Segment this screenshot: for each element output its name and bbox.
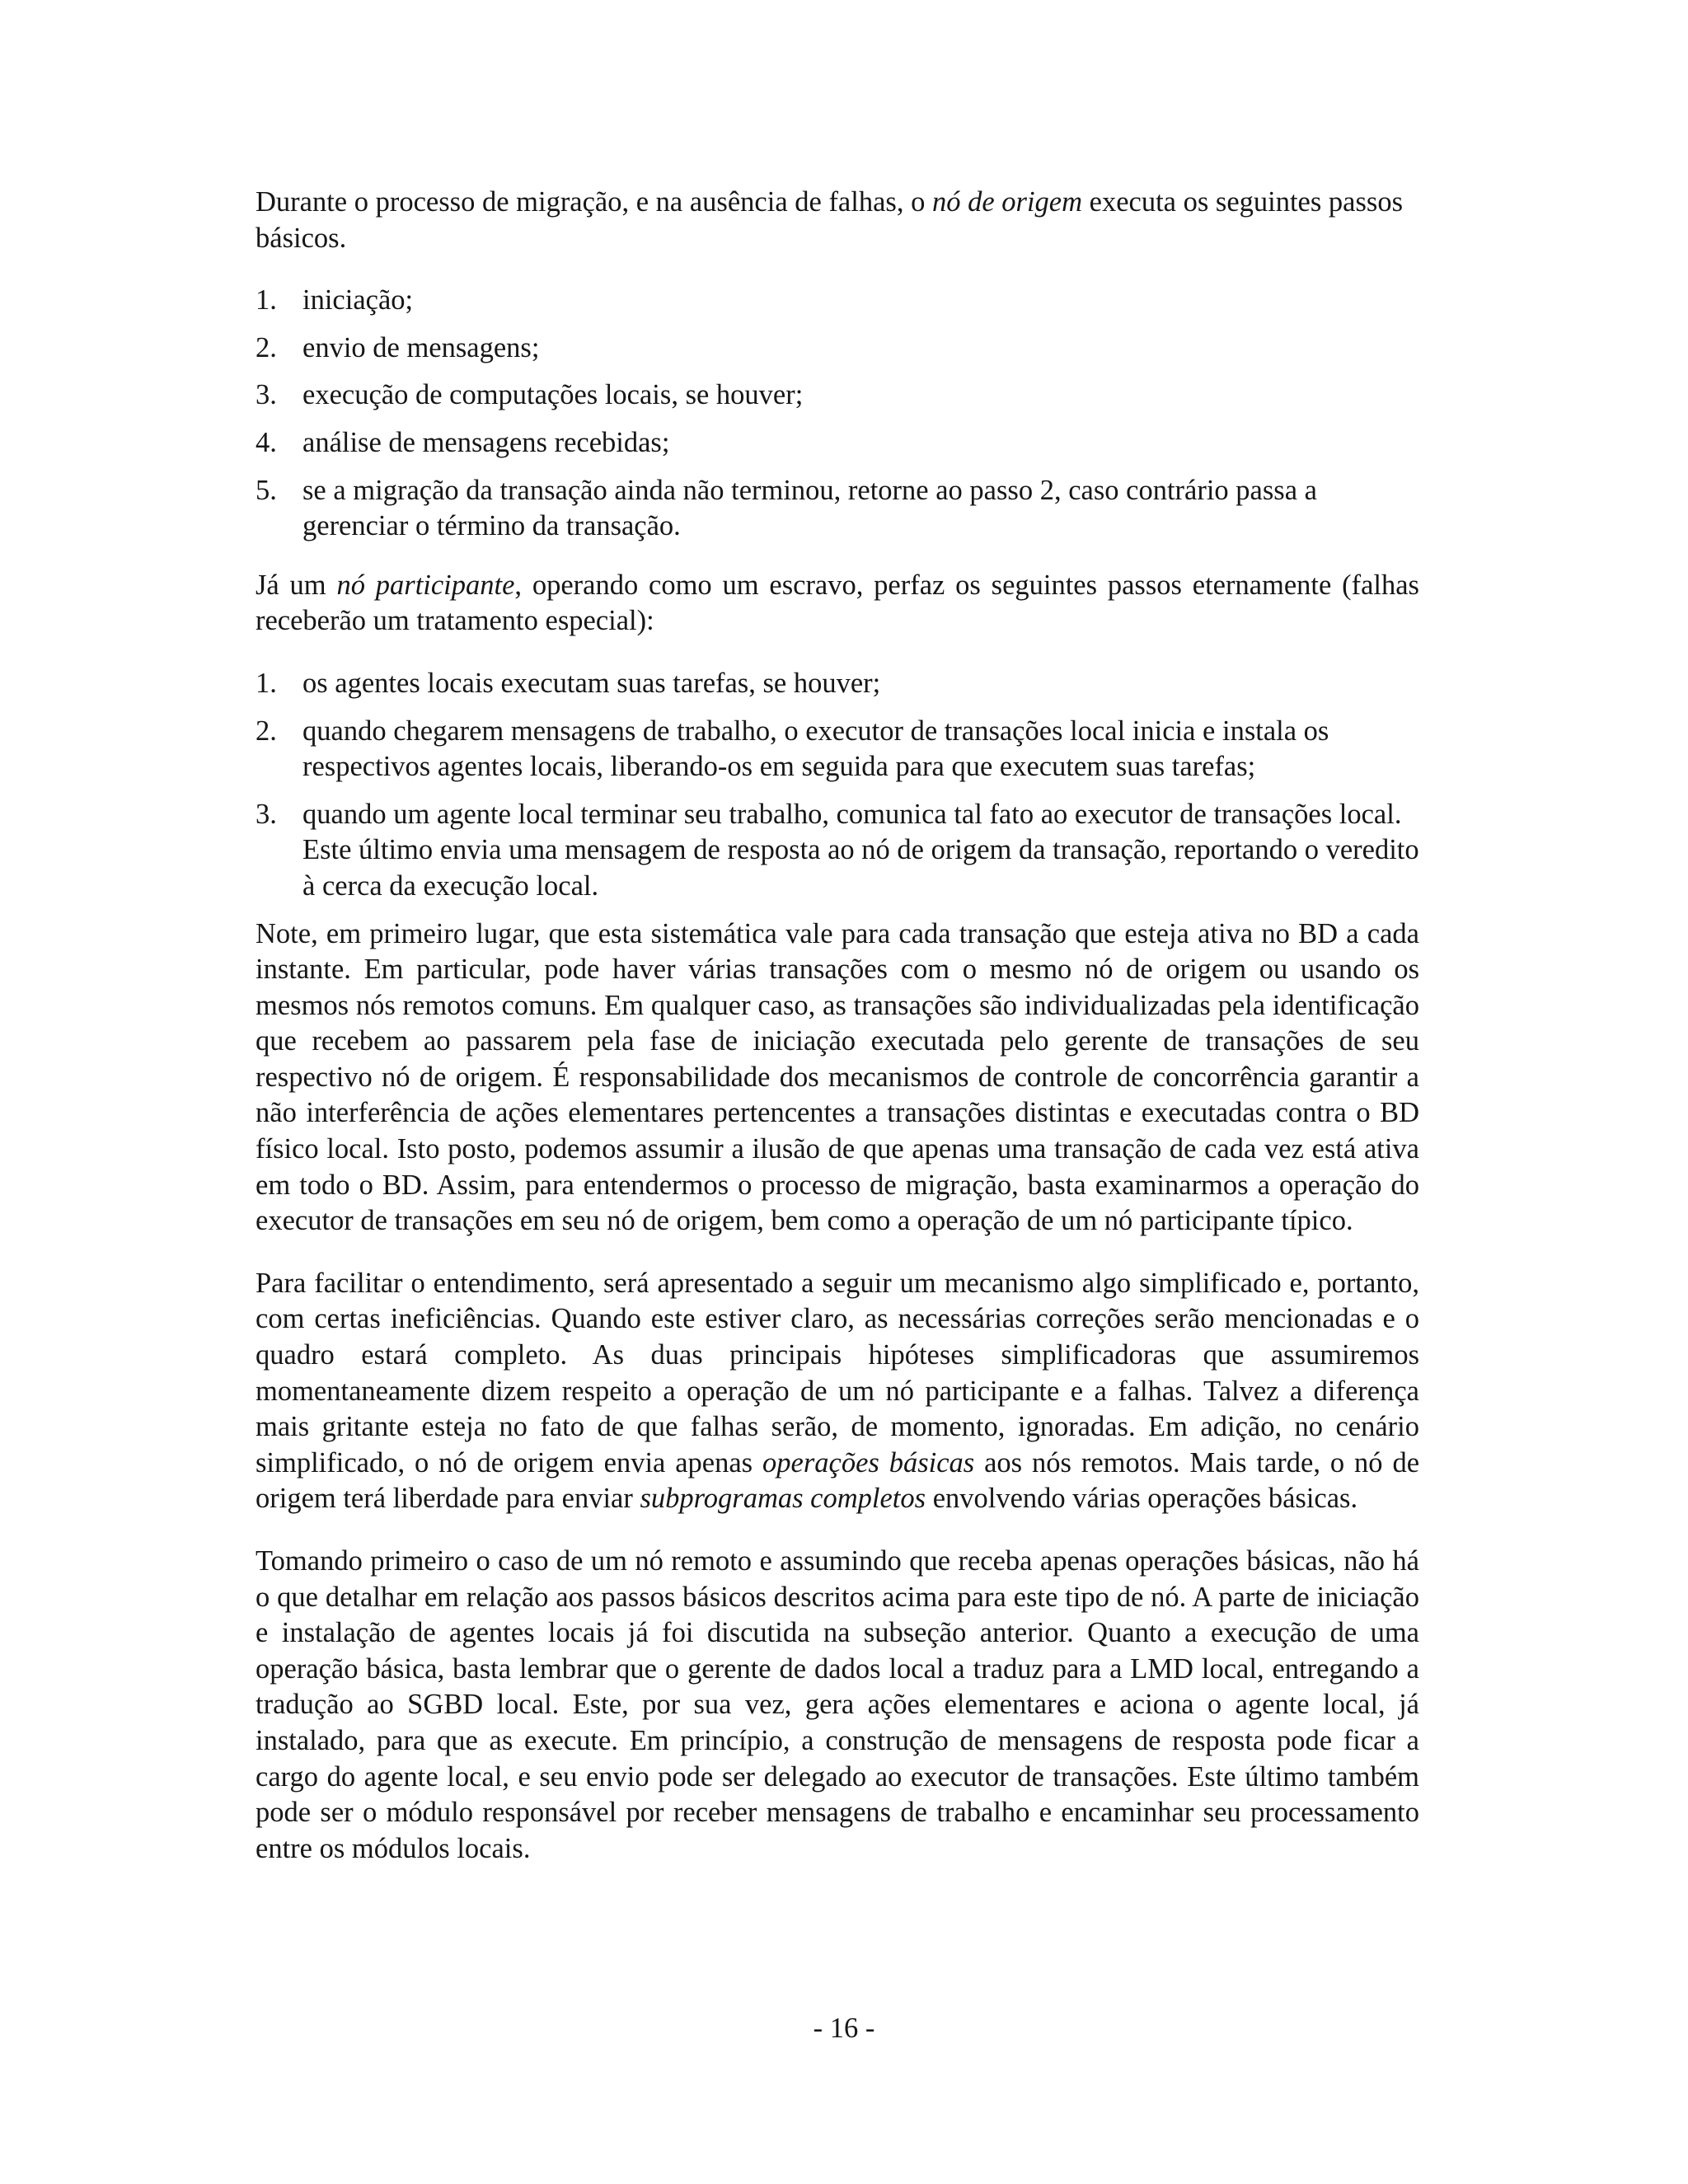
list-item [256, 425, 1419, 462]
paragraph-participant-text-1: Já um [256, 569, 337, 601]
paragraph-intro-text-2: executa os seguintes passos básicos. [256, 186, 1404, 254]
list-item [256, 330, 1419, 367]
participant-node-steps-list [256, 666, 1419, 905]
list-item-text: execução de computações locais, se houver; [302, 379, 804, 411]
paragraph-remote-node: Tomando primeiro o caso de um nó remoto e assumindo que receba apenas operações básicas, não há o que detalhar em relação aos passos básicos descritos acima para este tipo de nó. A parte de iniciação e instalação de agentes locais já foi discutida na subseção anterior. Quanto a execução de uma operação básica, basta lembrar que o gerente de dados local a traduz para a LMD local, entregando a tradução ao SGBD local. Este, por sua vez, gera ações elementares e aciona o agente local, já instalado, para que as execute. Em princípio, a construção de mensagens de resposta pode ficar a cargo do agente local, e seu envio pode ser delegado ao executor de transações. Este último também pode ser o módulo responsável por receber mensagens de trabalho e encaminhar seu processamento entre os módulos locais. [256, 1545, 1419, 1864]
list-item-text: iniciação; [302, 284, 414, 316]
list-item-text: quando um agente local terminar seu trabalho, comunica tal fato ao executor de transações local. Este último envia uma mensagem de resposta ao nó de origem da transação, reportando o veredito à cerca da execução local. [302, 798, 1419, 902]
list-item [256, 377, 1419, 414]
page-number: - 16 - [813, 2013, 875, 2044]
list-item [256, 473, 1419, 545]
list-item [256, 714, 1419, 785]
list-item [256, 283, 1419, 319]
list-item-text: análise de mensagens recebidas; [302, 426, 670, 458]
paragraph-simplification [256, 1266, 1419, 1517]
list-item-number: 3. [256, 798, 277, 830]
paragraph-simplification-text-1: Para facilitar o entendimento, será apresentado a seguir um mecanismo algo simplificado e, portanto, com certas ineficiências. Quando este estiver claro, as necessárias correções serão mencionadas e o quadro estará completo. As duas principais hipóteses simplificadoras que assumiremos momentaneamente dizem respeito a operação de um nó participante e a falhas. Talvez a diferença mais gritante esteja no fato de que falhas serão, de momento, ignoradas. Em adição, no cenário simplificado, o nó de origem envia apenas [256, 1267, 1419, 1479]
paragraph-note: Note, em primeiro lugar, que esta sistemática vale para cada transação que esteja ativa no BD a cada instante. Em particular, pode haver várias transações com o mesmo nó de origem ou usando os mesmos nós remotos comuns. Em qualquer caso, as transações são individualizadas pela identificação que recebem ao passarem pela fase de iniciação executada pelo gerente de transações de seu respectivo nó de origem. É responsabilidade dos mecanismos de controle de concorrência garantir a não interferência de ações elementares pertencentes a transações distintas e executadas contra o BD físico local. Isto posto, podemos assumir a ilusão de que apenas uma transação de cada vez está ativa em todo o BD. Assim, para entendermos o processo de migração, basta examinarmos a operação do executor de transações em seu nó de origem, bem como a operação de um nó participante típico. [256, 917, 1419, 1237]
list-item-text: envio de mensagens; [302, 331, 540, 363]
page-body [256, 185, 1419, 1867]
term-no-de-origem: nó de origem [931, 186, 1083, 218]
paragraph-intro [256, 185, 1419, 256]
list-item-number: 2. [256, 331, 277, 363]
list-item-number: 1. [256, 667, 277, 699]
list-item-number: 2. [256, 715, 277, 747]
term-no-participante: nó participante [336, 569, 515, 601]
list-item [256, 797, 1419, 905]
term-operacoes-basicas: operações básicas [762, 1446, 975, 1479]
list-item-text: quando chegarem mensagens de trabalho, o executor de transações local inicia e instala os respectivos agentes locais, liberando-os em seguida para que executem suas tarefas; [302, 715, 1329, 783]
paragraph-participant [256, 568, 1419, 640]
term-subprogramas-completos: subprogramas completos [640, 1483, 926, 1515]
list-item-number: 4. [256, 426, 277, 458]
origin-node-steps-list [256, 283, 1419, 545]
paragraph-simplification-text-3: envolvendo várias operações básicas. [926, 1483, 1358, 1515]
list-item [256, 666, 1419, 702]
list-item-number: 5. [256, 474, 277, 506]
paragraph-participant-text-2: , operando como um escravo, perfaz os seguintes passos eternamente (falhas receberão um tratamento especial): [256, 569, 1419, 637]
list-item-text: os agentes locais executam suas tarefas, se houver; [302, 667, 881, 699]
paragraph-intro-text-1: Durante o processo de migração, e na ausência de falhas, o [256, 186, 932, 218]
list-item-number: 1. [256, 284, 277, 316]
paragraph-simplification-text-2: aos nós remotos. Mais tarde, o nó de origem terá liberdade para enviar [256, 1446, 1420, 1515]
list-item-number: 3. [256, 379, 277, 411]
list-item-text: se a migração da transação ainda não terminou, retorne ao passo 2, caso contrário passa a gerenciar o término da transação. [302, 474, 1317, 542]
